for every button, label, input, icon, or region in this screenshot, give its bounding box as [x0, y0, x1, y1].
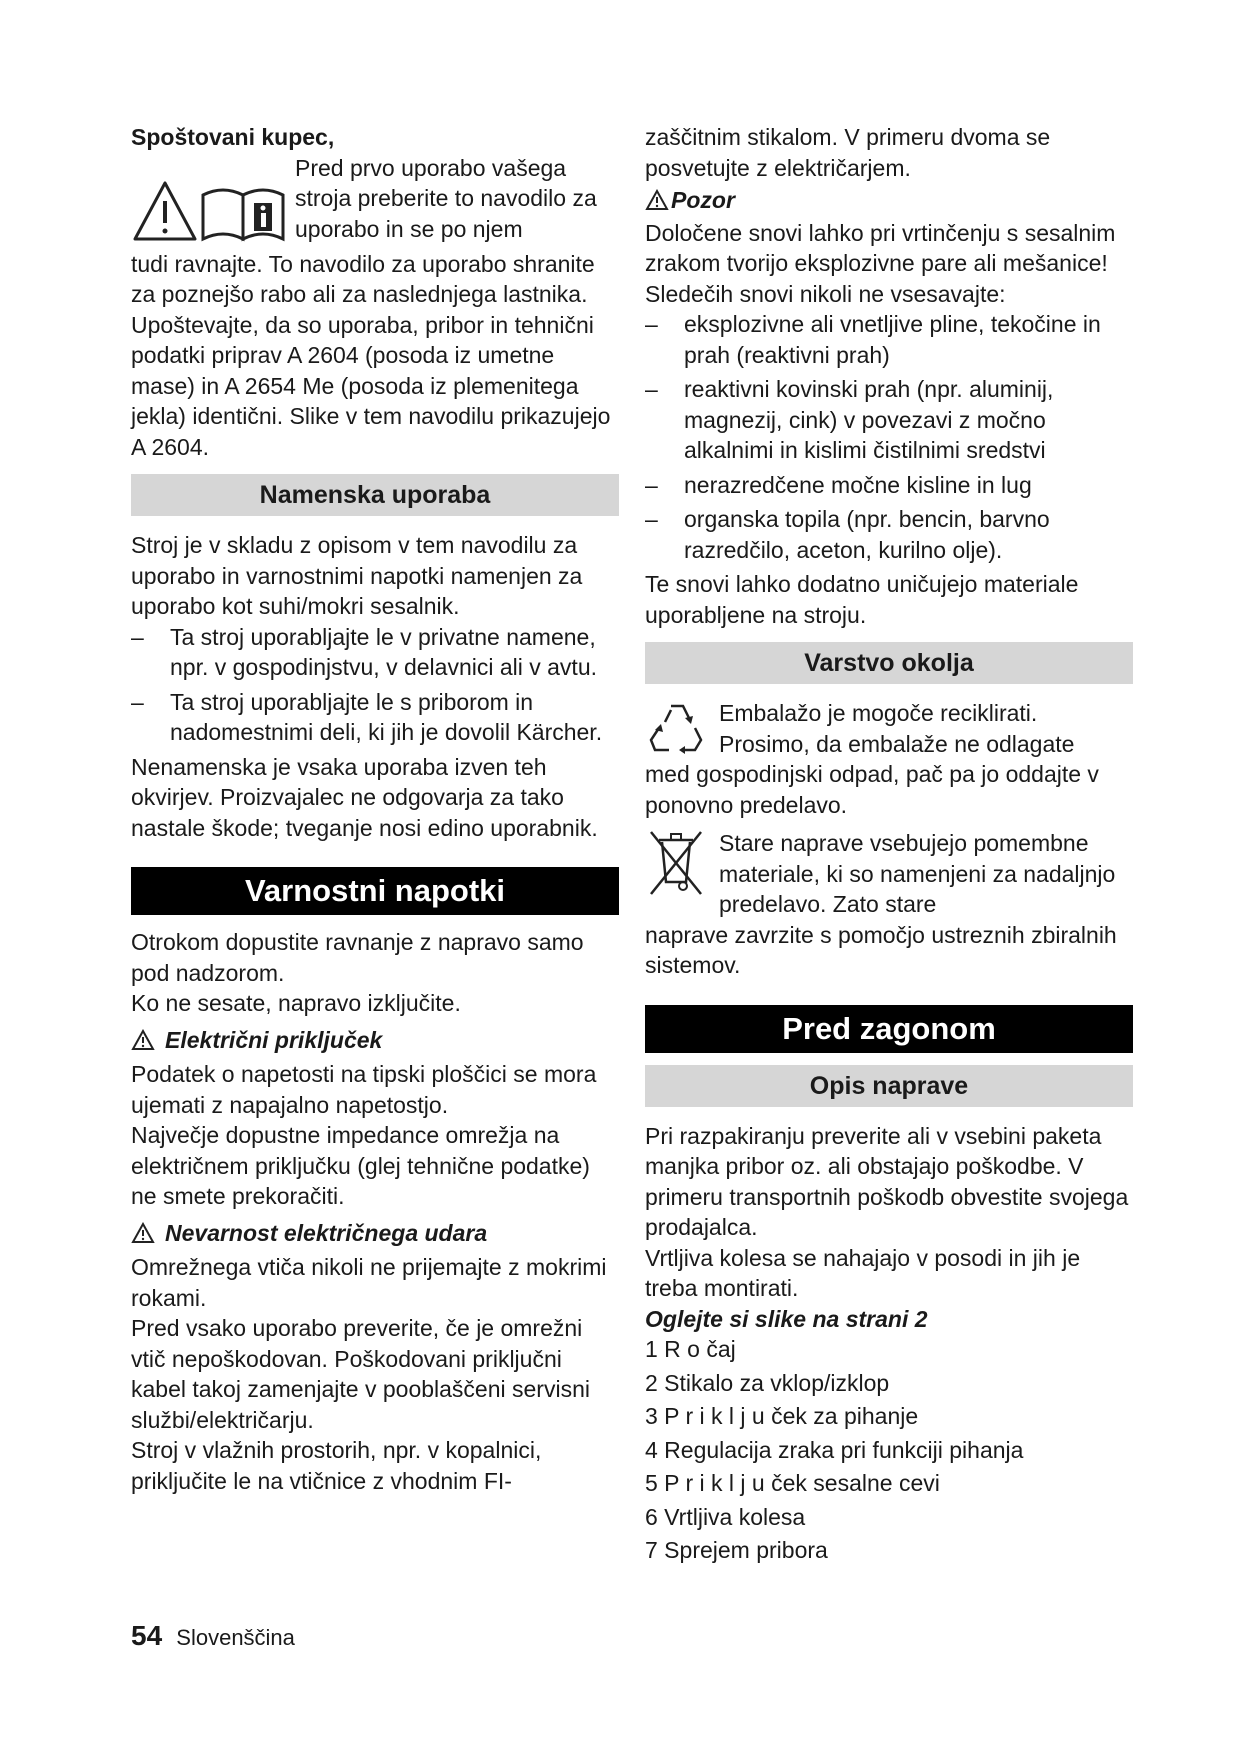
caution-heading-row — [645, 185, 1133, 216]
never-list — [645, 309, 1133, 565]
electrical-heading: Električni priključek — [165, 1026, 383, 1053]
voltage-text: Podatek o napetosti na tipski ploščici se mora ujemati z napajalno napetostjo. — [131, 1061, 597, 1118]
warning-icon — [131, 1222, 155, 1244]
children-text: Otrokom dopustite ravnanje z napravo samo pod nadzorom. — [131, 929, 584, 986]
recycle-rest-text: med gospodinjski odpad, pač pa jo oddajte v ponovno predelavo. — [645, 761, 1099, 818]
list-item: 1 R o čaj — [645, 1336, 736, 1362]
heading-before-start: Pred zagonom — [645, 1005, 1133, 1053]
intro-rest-text: tudi ravnajte. To navodilo za uporabo shranite za poznejšo rabo ali za naslednjega lastnika. — [131, 250, 595, 307]
parts-list — [645, 1334, 1133, 1566]
list-item: – nerazredčene močne kisline in lug — [645, 471, 1032, 498]
damp-rooms-text: Stroj v vlažnih prostorih, npr. v kopalnici, priključite le na vtičnice z vhodnim FI- — [131, 1437, 542, 1494]
explosive-text: Določene snovi lahko pri vrtinčenju s sesalnim zrakom tvorijo eksplozivne pare ali mešanice! — [645, 219, 1116, 276]
continued-text: zaščitnim stikalom. V primeru dvoma se posvetujte z električarjem. — [645, 124, 1051, 181]
list-item: 5 P r i k l j u ček sesalne cevi — [645, 1470, 940, 1496]
intended-use-list — [131, 622, 619, 748]
greeting: Spoštovani kupec, — [131, 124, 335, 150]
heading-device-description: Opis naprave — [645, 1065, 1133, 1107]
recycle-row — [645, 698, 1133, 759]
unpack-text: Pri razpakiranju preverite ali v vsebini paketa manjka pribor oz. ali obstajajo poškodbe. V primeru transportnih poškodb obvestite svojega prodajalca. — [645, 1122, 1129, 1240]
footer-language: Slovenščina — [176, 1625, 295, 1650]
list-item: – Ta stroj uporabljajte le s priborom in nadomestnimi deli, ki jih je dovolil Kärcher. — [131, 688, 603, 745]
switch-off-text: Ko ne sesate, napravo izključite. — [131, 990, 461, 1016]
list-item: 7 Sprejem pribora — [645, 1537, 828, 1563]
list-item: – eksplozivne ali vnetljive pline, tekočine in prah (reaktivni prah) — [645, 311, 1101, 368]
recycle-icon — [645, 698, 709, 758]
warning-icon — [645, 189, 669, 211]
heading-safety: Varnostni napotki — [131, 867, 619, 915]
warning-icon — [131, 1029, 155, 1051]
right-column — [645, 122, 1133, 1569]
crossed-bin-icon — [645, 828, 707, 898]
left-column — [131, 122, 619, 1496]
shock-heading-row — [131, 1218, 619, 1249]
weee-row — [645, 828, 1133, 920]
heading-intended-use: Namenska uporaba — [131, 474, 619, 516]
list-item: 6 Vrtljiva kolesa — [645, 1503, 806, 1530]
impedance-text: Največje dopustne impedance omrežja na električnem priključku (glej tehnične podatke) ne smete prekoračiti. — [131, 1122, 590, 1209]
recycle-side-text: Embalažo je mogoče reciklirati. Prosimo, da embalaže ne odlagate — [719, 700, 1075, 757]
check-plug-text: Pred vsako uporabo preverite, če je omrežni vtič nepoškodovan. Poškodovani priključni kabel takoj zamenjajte v pooblaščeni servisni službi/električarju. — [131, 1315, 590, 1433]
list-item: 3 P r i k l j u ček za pihanje — [645, 1403, 919, 1429]
models-text: Upoštevajte, da so uporaba, pribor in tehnični podatki priprav A 2604 (posoda iz umetne mase) in A 2654 Me (posoda iz plemenitega jekla) identični. Slike v tem navodilu prikazujejo A 2604. — [131, 311, 611, 460]
page-footer — [131, 1620, 295, 1652]
wet-hands-text: Omrežnega vtiča nikoli ne prijemajte z mokrimi rokami. — [131, 1254, 607, 1311]
list-item: 2 Stikalo za vklop/izklop — [645, 1369, 890, 1396]
intended-use-text: Stroj je v skladu z opisom v tem navodilu za uporabo in varnostnimi napotki namenjen za uporabo kot suhi/mokri sesalnik. — [131, 532, 583, 619]
misuse-text: Nenamenska je vsaka uporaba izven teh okvirjev. Proizvajalec ne odgovarja za tako nastale škode; tveganje nosi edino uporabnik. — [131, 753, 598, 841]
intro-side-text: Pred prvo uporabo vašega stroja preberite to navodilo za uporabo in se po njem — [295, 154, 597, 242]
see-figures-text: Oglejte si slike na strani 2 — [645, 1305, 928, 1332]
weee-side-text: Stare naprave vsebujejo pomembne materiale, ki so namenjeni za nadaljnjo predelavo. Zato stare — [719, 830, 1116, 917]
list-item: – reaktivni kovinski prah (npr. aluminij, magnezij, cink) v povezavi z močno alkalnimi in kislimi čistilnimi sredstvi — [645, 376, 1054, 463]
list-item: 4 Regulacija zraka pri funkciji pihanja — [645, 1436, 1024, 1463]
never-intro-text: Sledečih snovi nikoli ne vsesavajte: — [645, 280, 1006, 307]
damage-text: Te snovi lahko dodatno uničujejo materiale uporabljene na stroju. — [645, 571, 1079, 628]
electrical-heading-row — [131, 1025, 619, 1056]
shock-heading: Nevarnost električnega udara — [165, 1219, 488, 1246]
heading-environment: Varstvo okolja — [645, 642, 1133, 684]
warning-manual-icon — [131, 161, 295, 249]
list-item: – organska topila (npr. bencin, barvno razredčilo, aceton, kurilno olje). — [645, 506, 1050, 563]
list-item: – Ta stroj uporabljajte le v privatne namene, npr. v gospodinjstvu, v delavnici ali v avtu. — [131, 623, 598, 680]
weee-rest-text: naprave zavrzite s pomočjo ustreznih zbiralnih sistemov. — [645, 921, 1117, 978]
caution-heading: Pozor — [671, 187, 735, 213]
wheels-text: Vrtljiva kolesa se nahajajo v posodi in jih je treba montirati. — [645, 1244, 1081, 1301]
page-number: 54 — [131, 1620, 163, 1651]
intro-row — [131, 153, 619, 249]
